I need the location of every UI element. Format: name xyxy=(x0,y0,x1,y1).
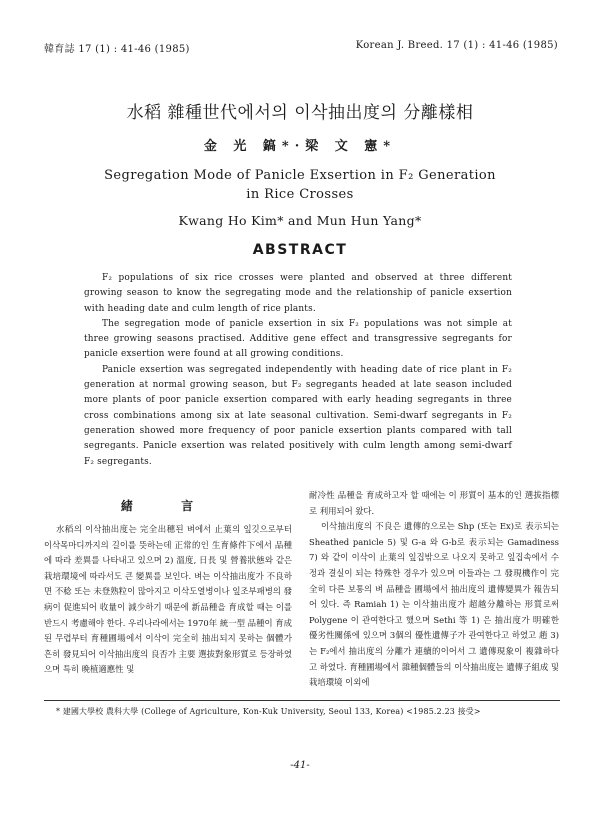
title-english xyxy=(0,166,600,204)
abstract-body xyxy=(84,271,512,470)
title-english-line2: in Rice Crosses xyxy=(246,187,354,202)
intro-paragraph-1: 水稻의 이삭抽出度는 完全出穗된 벼에서 止葉의 잎깃으로부터 이삭목마디까지의 길이를 뜻하는데 正常的인 生育條件下에서 品種에 따라 差異를 나타내고 있으며 2) 溫度, 日長 및 營養狀態와 같은 栽培環境에 따라서도 큰 變異를 보인다. 벼는 이삭抽出度가 不良하면 不稔 또는 未登熟粒이 많아지고 이삭도열병이나 잎조부패병의 發病이 促進되어 收量이 減少하기 때문에 新品種을 育成할 때는 이를 반드시 考慮해야 한다. 우리나라에서는 1970年 統一型 品種이 育成된 무렵부터 育種圃場에서 이삭이 完全히 抽出되지 못하는 個體가 흔히 發見되어 이삭抽出度의 良否가 主要 選拔對象形質로 등장하였으며 특히 晩植適應性 및 xyxy=(44,524,292,675)
journal-citation-kr: 韓育誌 17 (1) : 41-46 (1985) xyxy=(44,44,190,55)
body-column-left xyxy=(44,522,292,678)
page-number: -41- xyxy=(290,760,310,771)
body-column-right xyxy=(309,488,559,691)
section-heading-introduction: 緒 言 xyxy=(120,499,216,513)
authors-english: Kwang Ho Kim* and Mun Hun Yang* xyxy=(178,213,422,228)
authors-korean: 金 光 鎬*·梁 文 憲* xyxy=(203,139,397,154)
title-korean: 水稻 雜種世代에서의 이삭抽出度의 分離樣相 xyxy=(126,103,474,123)
affiliation-footnote: * 建國大學校 農科大學 (College of Agriculture, Kon-Kuk University, Seoul 133, Korea) <1985.2.23 接受> xyxy=(56,707,481,716)
intro-paragraph-2: 이삭抽出度의 不良은 遺傳的으로는 Shp (또는 Ex)로 表示되는 Sheathed panicle 5) 및 G-a 와 G-b로 表示되는 Gamadiness 7) 와 같이 이삭이 止葉의 잎집밖으로 나오지 못하고 잎집속에서 수정과 결실이 되는 特殊한 경우가 있으며 이들과는 그 發現機作이 完全히 다른 보통의 벼 品種을 圃場에서 抽出度의 遺傳變異가 報告되어 있다. 즉 Ramiah 1) 는 이삭抽出度가 超越分離하는 形質로써 Polygene 이 관여한다고 했으며 Sethi 等 1) 은 抽出度가 明確한 優劣性關係에 있으며 3個의 優性遺傳子가 관여한다고 하였고 趙 3) 는 F₂에서 抽出度의 分離가 連續的이어서 그 遺傳現象이 複雜하다고 하였다. 育種圃場에서 雜種個體들의 이삭抽出度는 遺傳子組成 및 栽培環境 이외에 xyxy=(309,521,559,688)
intro-paragraph-continued: 耐冷性 品種을 育成하고자 할 때에는 이 形質이 基本的인 選拔指標로 利用되어 왔다. xyxy=(309,490,559,516)
abstract-paragraph-1: F₂ populations of six rice crosses were planted and observed at three different growing season to know the segregating mode and the relationship of panicle exsertion with heading date and culm length of rice plants. xyxy=(84,273,512,314)
footnote-divider xyxy=(44,700,560,701)
abstract-paragraph-2: The segregation mode of panicle exsertion in six F₂ populations was not simple at three growing seasons practised. Additive gene effect and transgressive segregants for panicle exsertion were found at all growing conditions. xyxy=(84,318,512,360)
abstract-paragraph-3: Panicle exsertion was segregated independently with heading date of rice plant in F₂ generation at normal growing season, but F₂ segregants headed at late season included more plants of poor panicle exsertion compared with early heading segregants in three cross combinations among six at late seasonal cultivation. Semi-dwarf segregants in F₂ generation showed more frequency of poor panicle exsertion plants compared with tall segregants. Panicle exsertion was related positively with culm length among semi-dwarf F₂ segregants. xyxy=(84,364,512,467)
abstract-heading: ABSTRACT xyxy=(252,242,348,258)
journal-citation-en: Korean J. Breed. 17 (1) : 41-46 (1985) xyxy=(355,40,558,51)
title-english-line1: Segregation Mode of Panicle Exsertion in F₂ Generation xyxy=(104,168,496,183)
